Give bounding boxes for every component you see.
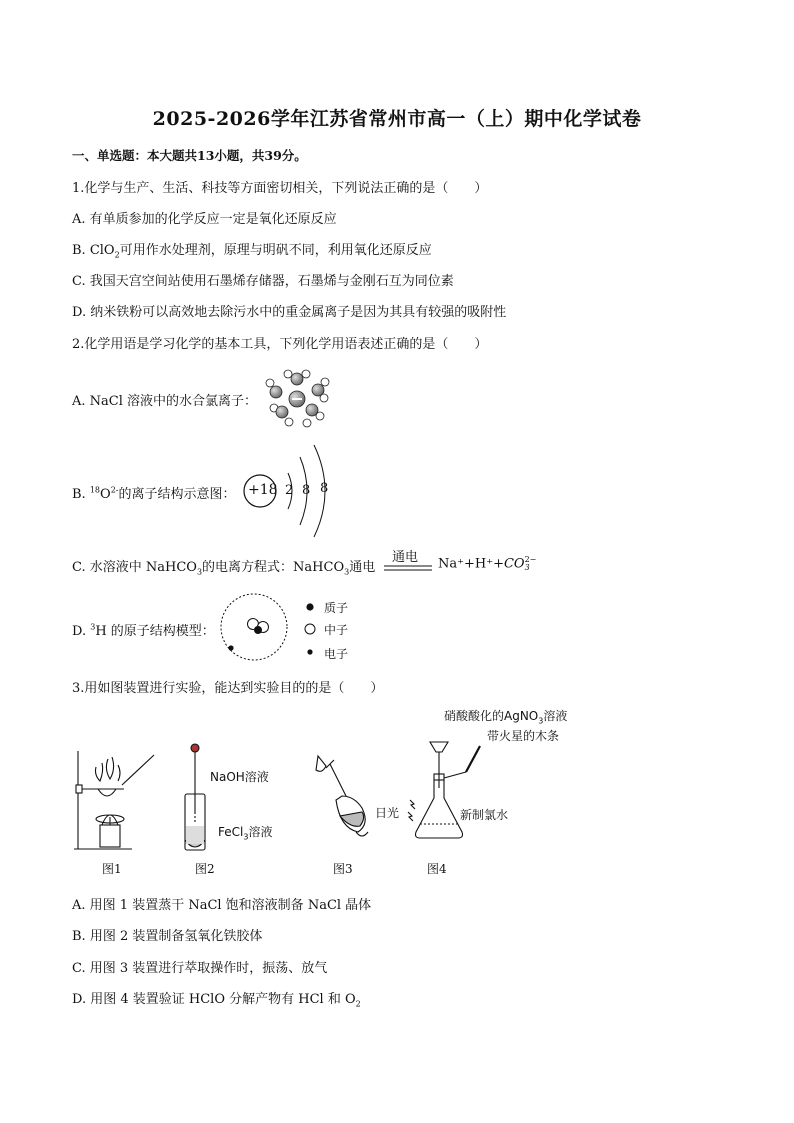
electron-legend-icon (307, 649, 312, 654)
caption-figure-3: 图3 (333, 862, 353, 876)
q3-option-a: A. 用图 1 装置蒸干 NaCl 饱和溶液制备 NaCl 晶体 (72, 898, 372, 913)
q3-stem: 3.用如图装置进行实验，能达到实验目的的是（ ） (72, 681, 384, 696)
q1-option-b: B. ClO$_2$可用作水处理剂，原理与明矾不同，利用氧化还原反应 (72, 243, 432, 260)
label-sunlight: 日光 (375, 806, 400, 820)
shell-electrons-1: 2 (285, 483, 294, 498)
proton-legend-icon (306, 603, 313, 610)
figure-2-test-tube (183, 742, 213, 854)
shell-electrons-3: 8 (320, 481, 329, 496)
page-title: 2025-2026学年江苏省常州市高一（上）期中化学试卷 (152, 108, 642, 130)
equals-sign (384, 565, 434, 571)
shell-electrons-2: 8 (302, 483, 311, 498)
q3-option-b: B. 用图 2 装置制备氢氧化铁胶体 (72, 929, 263, 944)
q2-option-a: A. NaCl 溶液中的水合氯离子： (72, 394, 258, 409)
q2-stem: 2.化学用语是学习化学的基本工具，下列化学用语表述正确的是（ ） (72, 337, 488, 352)
q2-option-b: B. $^{18}O^{2-}$的离子结构示意图： (72, 485, 236, 502)
q2-option-d: D. $^3$H 的原子结构模型： (72, 622, 215, 639)
section-heading: 一、单选题：本大题共13小题，共39分。 (72, 148, 307, 163)
legend-neutron: 中子 (324, 623, 349, 637)
q3-option-c: C. 用图 3 装置进行萃取操作时，振荡、放气 (72, 961, 328, 976)
label-chlorine-water: 新制氯水 (460, 808, 509, 822)
legend-proton: 质子 (324, 601, 349, 615)
q1-stem: 1.化学与生产、生活、科技等方面密切相关，下列说法正确的是（ ） (72, 181, 488, 196)
label-glowing-splint: 带火星的木条 (487, 729, 560, 743)
caption-figure-2: 图2 (195, 862, 215, 876)
label-naoh-solution: NaOH溶液 (210, 770, 269, 784)
equation-condition-label: 通电 (392, 550, 419, 565)
figure-1-evaporation-apparatus (72, 745, 162, 855)
label-fecl3-solution: FeCl$_3$溶液 (218, 825, 273, 842)
q2-option-c: C. 水溶液中 NaHCO$_3$的电离方程式：NaHCO$_3$通电 (72, 560, 376, 577)
nucleus-charge: +18 (248, 482, 278, 498)
label-agno3-solution: 硝酸酸化的AgNO$_3$溶液 (444, 709, 568, 726)
equation-products: Na⁺+H⁺+CO 2− 3 (438, 555, 537, 572)
caption-figure-1: 图1 (102, 862, 122, 876)
caption-figure-4: 图4 (427, 862, 447, 876)
hydrated-chloride-ion-diagram (262, 368, 334, 430)
q3-option-d: D. 用图 4 装置验证 HClO 分解产物有 HCl 和 $O_2$ (72, 992, 361, 1009)
figure-3-separatory-funnel (312, 752, 372, 842)
neutron-legend-icon (305, 624, 315, 634)
q1-option-c: C. 我国天宫空间站使用石墨烯存储器，石墨烯与金刚石互为同位素 (72, 274, 454, 289)
q1-option-a: A. 有单质参加的化学反应一定是氧化还原反应 (72, 212, 337, 227)
legend-electron: 电子 (324, 647, 349, 661)
figure-4-flask-apparatus (408, 740, 488, 845)
q1-option-d: D. 纳米铁粉可以高效地去除污水中的重金属离子是因为其具有较强的吸附性 (72, 305, 507, 320)
